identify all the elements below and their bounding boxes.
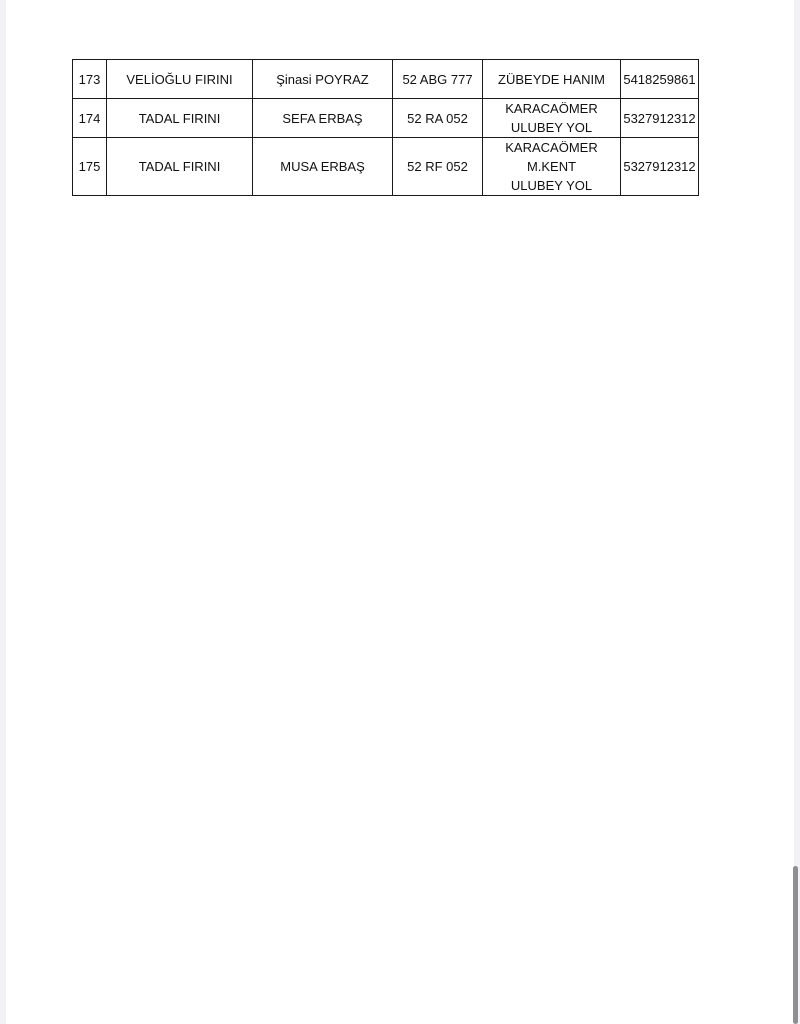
table-row — [73, 138, 699, 196]
document-page — [6, 0, 794, 1024]
row-number-cell: 175 — [73, 138, 107, 196]
vertical-scrollbar-thumb[interactable] — [793, 866, 798, 1024]
plate-cell: 52 ABG 777 — [393, 60, 483, 99]
plate-cell: 52 RA 052 — [393, 99, 483, 138]
address-cell: ZÜBEYDE HANIM — [483, 60, 621, 99]
bakery-name-cell: TADAL FIRINI — [107, 138, 253, 196]
row-number-cell: 173 — [73, 60, 107, 99]
address-cell: KARACAÖMER M.KENT ULUBEY YOL — [483, 138, 621, 196]
owner-name-cell: Şinasi POYRAZ — [253, 60, 393, 99]
plate-cell: 52 RF 052 — [393, 138, 483, 196]
bakery-name-cell: TADAL FIRINI — [107, 99, 253, 138]
table-row — [73, 60, 699, 99]
phone-cell: 5327912312 — [621, 99, 699, 138]
bakery-name-cell: VELİOĞLU FIRINI — [107, 60, 253, 99]
row-number-cell: 174 — [73, 99, 107, 138]
table-row — [73, 99, 699, 138]
owner-name-cell: SEFA ERBAŞ — [253, 99, 393, 138]
owner-name-cell: MUSA ERBAŞ — [253, 138, 393, 196]
phone-cell: 5327912312 — [621, 138, 699, 196]
bakery-records-table — [72, 59, 699, 196]
address-cell: KARACAÖMER ULUBEY YOL — [483, 99, 621, 138]
phone-cell: 5418259861 — [621, 60, 699, 99]
